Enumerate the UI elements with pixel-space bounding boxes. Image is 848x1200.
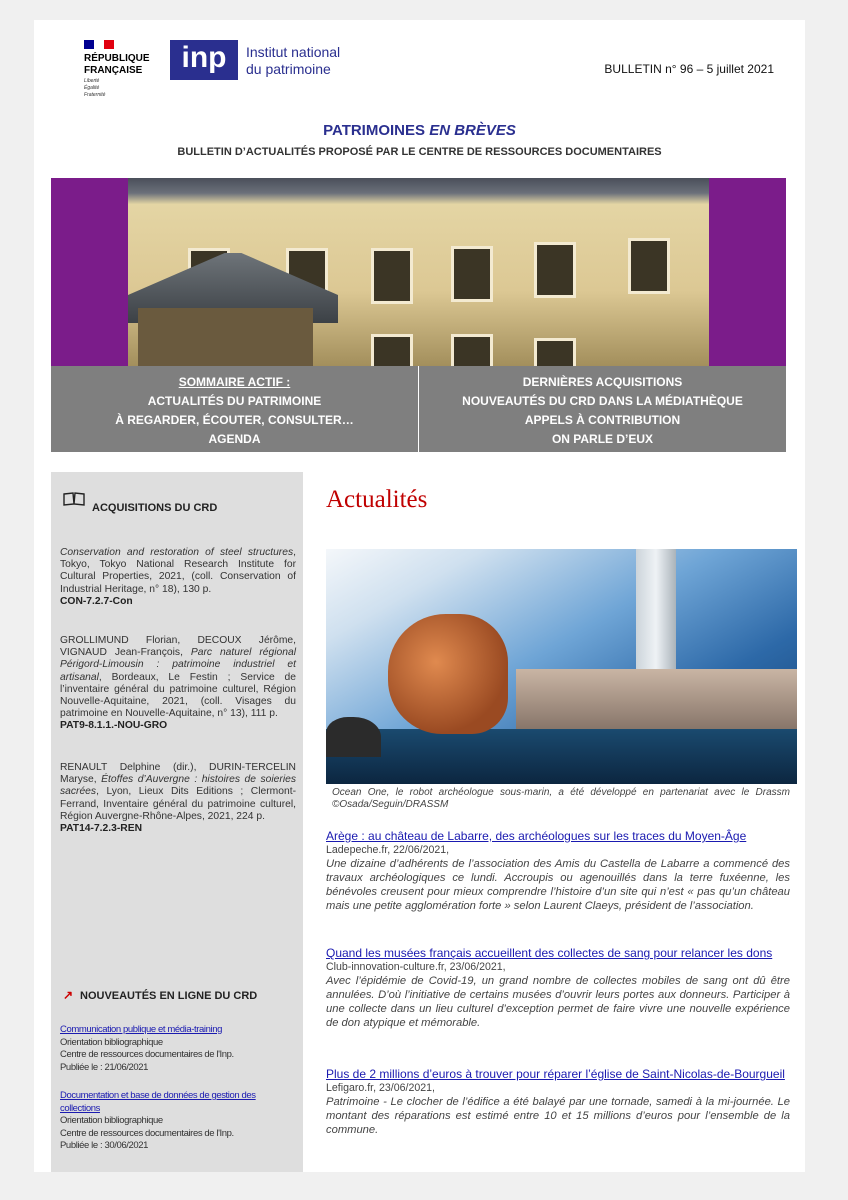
acquisition-entry: [60, 762, 296, 835]
section-heading: Actualités: [326, 486, 428, 513]
title-main: PATRIMOINES: [323, 122, 430, 139]
nouveautes-heading: NOUVEAUTÉS EN LIGNE DU CRD: [80, 990, 258, 1002]
acquisition-title: Étoffes d’Auvergne : histoires de soieries sacrées: [60, 774, 296, 798]
nouveaute-type: Orientation bibliographique: [60, 1115, 163, 1126]
nouveaute-source: Centre de ressources documentaires de l'Inp.: [60, 1049, 234, 1060]
article-link[interactable]: Quand les musées français accueillent des collectes de sang pour relancer les dons: [326, 946, 773, 960]
sommaire-link[interactable]: À REGARDER, ÉCOUTER, CONSULTER…: [115, 413, 354, 427]
french-flag-icon: [84, 40, 114, 49]
acquisition-entry: [60, 547, 296, 608]
sommaire-link[interactable]: AGENDA: [208, 432, 261, 446]
acquisition-title: Parc naturel régional Périgord-Limousin : patrimoine industriel et artisanal: [60, 647, 296, 683]
inp-logo[interactable]: inp: [170, 40, 238, 80]
sommaire-heading[interactable]: SOMMAIRE ACTIF :: [178, 375, 291, 389]
nouveaute-entry: [60, 1090, 296, 1153]
sommaire-link[interactable]: ACTUALITÉS DU PATRIMOINE: [147, 394, 322, 408]
article-summary: Patrimoine - Le clocher de l’édifice a été balayé par une tornade, samedi à la mi-journée. Le montant des réparations est estimé entre 10 et 15 millions d’euros pour l’ensemble de la commune.: [326, 1096, 790, 1136]
nouveaute-type: Orientation bibliographique: [60, 1036, 163, 1048]
devise: Liberté Égalité Fraternité: [84, 78, 106, 98]
book-icon: [63, 492, 85, 506]
bulletin-subtitle: BULLETIN D’ACTUALITÉS PROPOSÉ PAR LE CENTRE DE RESSOURCES DOCUMENTAIRES: [177, 146, 662, 158]
acquisition-authors: GROLLIMUND Florian, DECOUX Jérôme, VIGNAUD Jean-François,: [60, 635, 296, 659]
sommaire-left: [51, 366, 419, 452]
building-photo: [128, 178, 709, 366]
acquisition-title: Conservation and restoration of steel structures: [60, 547, 294, 558]
institut-name: Institut national du patrimoine: [246, 44, 341, 77]
banner: [51, 178, 786, 366]
acquisition-details: , Lyon, Lieux Dits Editions ; Clermont-Ferrand, Inventaire général du patrimoine culturel, Région Auvergne-Rhône-Alpes, 2021, 224 p.: [60, 786, 296, 822]
photo-caption: Ocean One, le robot archéologue sous-marin, a été développé en partenariat avec le Drassm ©Osada/Seguin/DRASSM: [332, 787, 790, 810]
ocean-one-photo: [326, 549, 797, 784]
sommaire-right: [419, 366, 786, 452]
acquisition-cote: PAT9-8.1.1.-NOU-GRO: [60, 720, 168, 732]
nouveaute-link[interactable]: Communication publique et média-training: [60, 1024, 222, 1035]
acquisition-authors: RENAULT Delphine (dir.), DURIN-TERCELIN Maryse,: [60, 762, 296, 786]
nouveaute-date: Publiée le : 30/06/2021: [60, 1140, 148, 1151]
acquisition-cote: PAT14-7.2.3-REN: [60, 823, 143, 835]
article: [326, 946, 790, 1030]
acquisition-details: , Bordeaux, Le Festin ; Service de l’inventaire général du patrimoine culturel, Région Nouvelle-Aquitaine, 2021, (coll. Visages du patrimoine en Nouvelle-Aquitaine, n° 13), 111 p.: [60, 671, 296, 720]
nouveaute-source: Centre de ressources documentaires de l'Inp.: [60, 1127, 234, 1139]
article-source: Lefigaro.fr, 23/06/2021,: [326, 1082, 435, 1094]
article-summary: Avec l’épidémie de Covid-19, un grand nombre de collectes mobiles de sang ont dû être annulées. D’où l’initiative de certains musées d’ouvrir leurs portes aux donneurs. Participer à une collecte dans un lieu culturel d’exception permet de faire vivre une nouvelle expérience de don atypique et mémorable.: [326, 975, 790, 1029]
article-link[interactable]: Plus de 2 millions d’euros à trouver pour réparer l’église de Saint-Nicolas-de-Bourgueil: [326, 1067, 785, 1081]
nouveaute-date: Publiée le : 21/06/2021: [60, 1061, 148, 1073]
acquisitions-heading: ACQUISITIONS DU CRD: [92, 502, 218, 514]
bulletin-title: [34, 122, 805, 139]
article-source: Club-innovation-culture.fr, 23/06/2021,: [326, 961, 506, 973]
sommaire-link[interactable]: DERNIÈRES ACQUISITIONS: [522, 375, 683, 389]
sommaire-link[interactable]: APPELS À CONTRIBUTION: [524, 413, 681, 427]
acquisition-entry: [60, 635, 296, 733]
republique-francaise-logo: RÉPUBLIQUE FRANÇAISE: [84, 53, 150, 76]
nouveaute-link[interactable]: Documentation et base de données de gestion des collections: [60, 1090, 256, 1114]
arrow-up-right-icon: ↗: [63, 988, 74, 1002]
article-summary: Une dizaine d’adhérents de l’association des Amis du Castella de Labarre a commencé des travaux archéologiques ce lundi. Accroupis ou agenouillés dans la terre fuxéenne, les bénévoles creusent pour mieux comprendre l’histoire d’un site qui n’est « pas qu’un château mais une petite agglomération forte » selon Laurent Claeys, président de l’association.: [326, 858, 790, 912]
sommaire-link[interactable]: NOUVEAUTÉS DU CRD DANS LA MÉDIATHÈQUE: [462, 394, 743, 408]
nouveaute-entry: [60, 1024, 296, 1074]
title-italic: EN BRÈVES: [429, 122, 516, 139]
sommaire-link[interactable]: ON PARLE D’EUX: [551, 432, 654, 446]
article-source: Ladepeche.fr, 22/06/2021,: [326, 844, 450, 856]
article: [326, 829, 790, 913]
article-link[interactable]: Arège : au château de Labarre, des archéologues sur les traces du Moyen-Âge: [326, 829, 747, 843]
bulletin-page: [34, 20, 805, 1172]
bulletin-number: BULLETIN n° 96 – 5 juillet 2021: [604, 62, 774, 76]
acquisition-cote: CON-7.2.7-Con: [60, 595, 133, 607]
acquisition-details: , Tokyo, Tokyo National Research Institute for Cultural Properties, 2021, (coll. Conservation of Industrial Heritage, n° 18), 130 p.: [60, 547, 296, 595]
article: [326, 1067, 790, 1137]
sommaire-actif: [51, 366, 786, 452]
sidebar: [51, 472, 303, 1172]
